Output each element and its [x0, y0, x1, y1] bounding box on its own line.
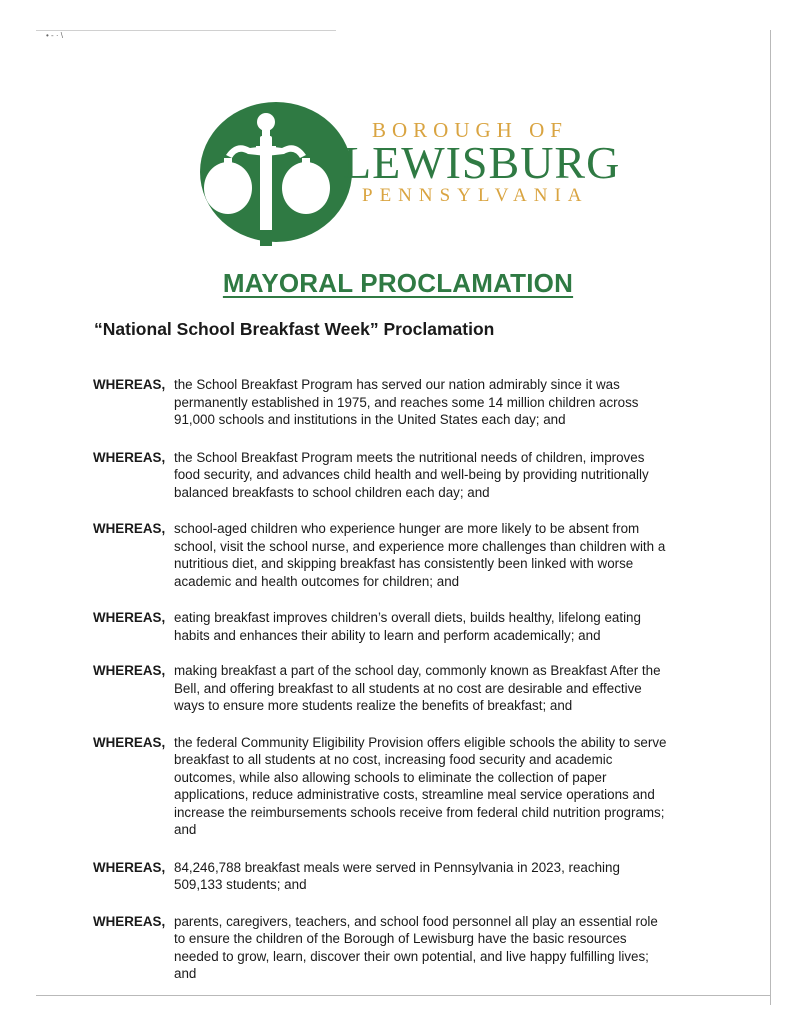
page-edge-right [770, 30, 771, 1005]
whereas-keyword: WHEREAS, [93, 377, 166, 392]
whereas-clauses [93, 376, 713, 983]
whereas-clause: WHEREAS, school-aged children who experience hunger are more likely to be absent from school, visit the school nurse, and experience more challenges than children with a nutritious diet, and skipping breakfast has consistently been linked with worse academic and health outcomes for children; and [93, 521, 666, 589]
proclamation-subtitle: “National School Breakfast Week” Proclamation [94, 319, 495, 339]
logo-line-borough: BOROUGH OF [372, 118, 568, 142]
whereas-keyword: WHEREAS, [93, 734, 166, 750]
page-edge-bottom [36, 995, 771, 996]
whereas-clause: WHEREAS, parents, caregivers, teachers, and school food personnel all play an essential role to ensure the children of the Borough of Lewisburg have the basic resources needed to grow, learn, discover their own potential, and live happy fulfilling lives; and [93, 913, 658, 981]
page-title: MAYORAL PROCLAMATION [222, 268, 574, 298]
whereas-clause: WHEREAS, making breakfast a part of the school day, commonly known as Breakfast After the Bell, and offering breakfast to all students at no cost are desirable and effective ways to ensure more students realize the benefits of breakfast; and [93, 663, 661, 713]
whereas-keyword: WHEREAS, [93, 449, 166, 465]
whereas-keyword: WHEREAS, [93, 521, 166, 536]
scan-artifact: • - · \ [46, 31, 64, 40]
logo-line-lewisburg: LEWISBURG [343, 137, 621, 188]
page-edge-top [36, 30, 336, 31]
whereas-clause: WHEREAS, the School Breakfast Program has served our nation admirably since it was permanently established in 1975, and reaches some 14 million children across 91,000 schools and institutions in the United States each day; and [93, 377, 639, 427]
whereas-clause: WHEREAS, eating breakfast improves children’s overall diets, builds healthy, lifelong eating habits and enhances their ability to learn and perform academically; and [93, 610, 641, 643]
logo-line-pennsylvania: PENNSYLVANIA [362, 185, 589, 206]
whereas-clause: WHEREAS, the federal Community Eligibility Provision offers eligible schools the ability to serve breakfast to all students at no cost, increasing food security and academic outcomes, while also allowing schools to eliminate the collection of paper applications, reduce administrative costs, streamline meal service operations and increase the reimbursements schools receive from federal child nutrition programs; and [93, 734, 667, 837]
whereas-keyword: WHEREAS, [93, 663, 166, 678]
whereas-clause: WHEREAS, the School Breakfast Program meets the nutritional needs of children, improves food security, and advances child health and well-being by providing nutritionally balanced breakfasts to school children each day; and [93, 449, 649, 500]
whereas-keyword: WHEREAS, [93, 913, 166, 929]
whereas-clause: WHEREAS, 84,246,788 breakfast meals were served in Pennsylvania in 2023, reaching 509,133 students; and [93, 859, 620, 892]
whereas-keyword: WHEREAS, [93, 610, 166, 625]
whereas-keyword: WHEREAS, [93, 859, 166, 875]
